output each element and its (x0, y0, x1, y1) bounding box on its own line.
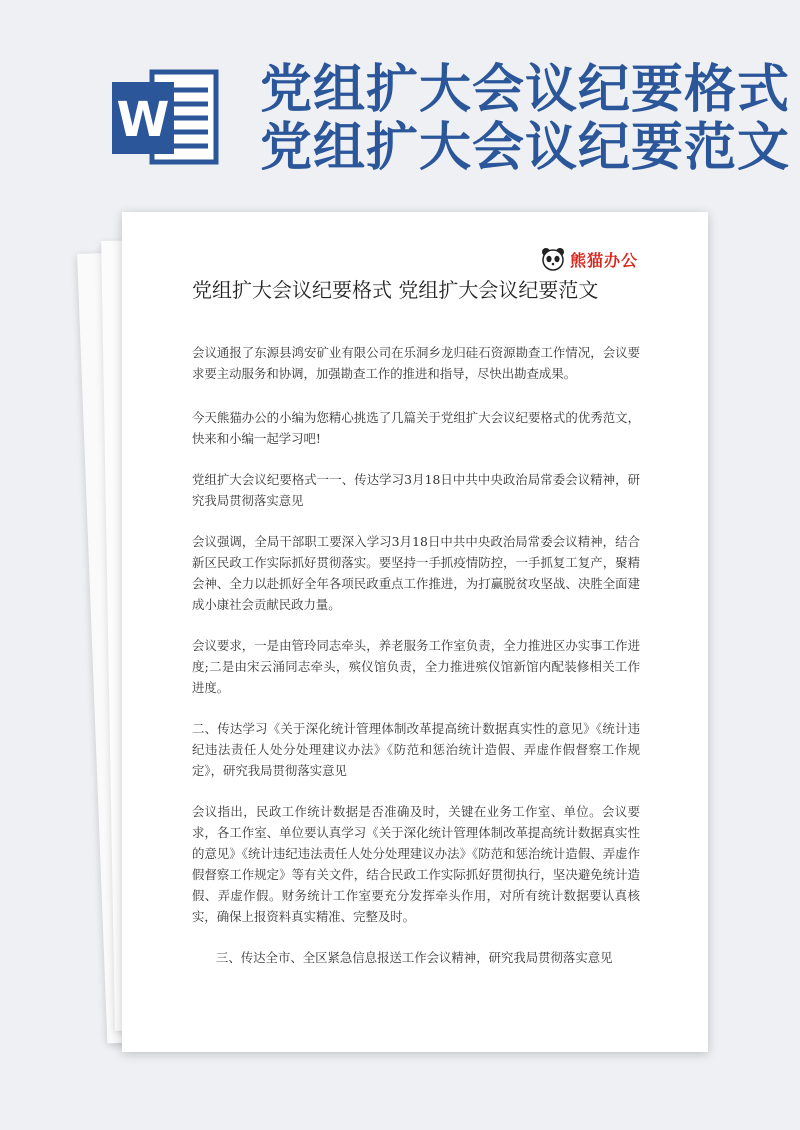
word-logo-icon (112, 64, 220, 170)
paragraph: 党组扩大会议纪要格式一一、传达学习3月18日中共中央政治局常委会议精神，研究我局贯彻落实意见 (192, 472, 640, 508)
paragraph: 会议要求，一是由管玲同志牵头，养老服务工作室负责，全力推进区办实事工作进度;二是由宋云涌同志牵头，殡仪馆负责，全力推进殡仪馆新馆内配装修相关工作进度。 (192, 638, 640, 695)
banner-title-line1: 党组扩大会议纪要格式 (260, 59, 791, 120)
banner (0, 0, 800, 210)
word-logo-letter: W (116, 92, 170, 148)
paragraph: 会议通报了东源县鸿安矿业有限公司在乐洞乡龙归硅石资源勘查工作情况，会议要求要主动服务和协调，加强勘查工作的推进和指导，尽快出勘查成果。 (192, 345, 640, 381)
paragraph: 会议强调，全局干部职工要深入学习3月18日中共中央政治局常委会议精神，结合新区民政工作实际抓好贯彻落实。要坚持一手抓疫情防控，一手抓复工复产，聚精会神、全力以赴抓好全年各项民政重点工作推进，为打赢脱贫攻坚战、决胜全面建成小康社会贡献民政力量。 (192, 534, 640, 612)
paragraph: 今天熊猫办公的小编为您精心挑选了几篇关于党组扩大会议纪要格式的优秀范文，快来和小编一起学习吧! (192, 410, 640, 446)
brand-logo (540, 246, 638, 272)
paragraph: 会议指出，民政工作统计数据是否准确及时，关键在业务工作室、单位。会议要求，各工作室、单位要认真学习《关于深化统计管理体制改革提高统计数据真实性的意见》《统计违纪违法责任人处分处理建议办法》《防范和惩治统计造假、弄虚作假督察工作规定》等有关文件，结合民政工作实际抓好贯彻执行，坚决避免统计造假、弄虚作假。财务统计工作室要充分发挥牵头作用，对所有统计数据要认真核实，确保上报资料真实精准、完整及时。 (192, 804, 640, 924)
paragraph: 三、传达全市、全区紧急信息报送工作会议精神，研究我局贯彻落实意见 (216, 950, 613, 965)
panda-icon (540, 246, 566, 272)
document-body (192, 342, 640, 988)
document-title: 党组扩大会议纪要格式 党组扩大会议纪要范文 (192, 278, 599, 302)
banner-title-line2: 党组扩大会议纪要范文 (260, 117, 791, 178)
brand-name: 熊猫办公 (569, 250, 638, 270)
paragraph: 二、传达学习《关于深化统计管理体制改革提高统计数据真实性的意见》《统计违纪违法责任人处分处理建议办法》《防范和惩治统计造假、弄虚作假督察工作规定》，研究我局贯彻落实意见 (192, 721, 640, 778)
document-page (122, 212, 708, 1052)
